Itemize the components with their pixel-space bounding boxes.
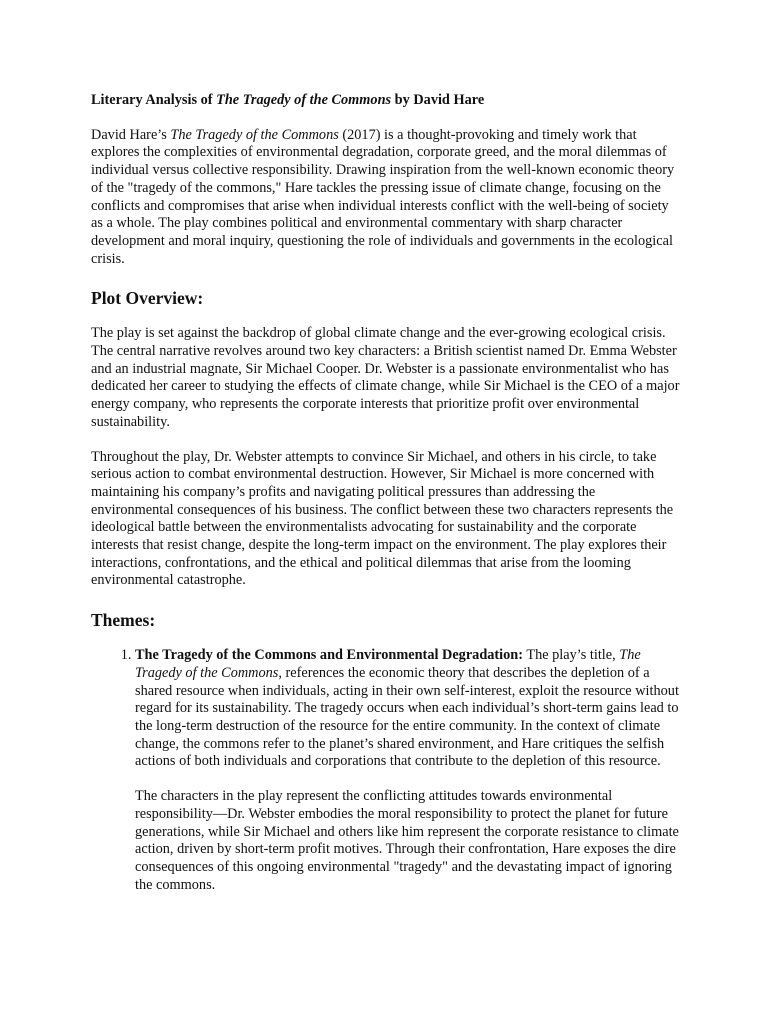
document-page xyxy=(91,92,681,911)
title-work: The Tragedy of the Commons xyxy=(216,92,392,108)
plot-paragraph-2: Throughout the play, Dr. Webster attempts to convince Sir Michael, and others in his circle, to take serious action to combat environmental destruction. However, Sir Michael is more concerned with maintaining his company’s profits and navigating political pressures than addressing the environmental consequences of his business. The conflict between these two characters represents the ideological battle between the environmentalists advocating for sustainability and the corporate interests that resist change, despite the long-term impact on the environment. The play explores their interactions, confrontations, and the ethical and political dilemmas that arise from the looming environmental catastrophe. xyxy=(91,448,674,589)
theme-item-text-after: , references the economic theory that describes the depletion of a shared resource when individuals, acting in their own self-interest, exploit the resource without regard for its sustainability. The tragedy occurs when each individual’s short-term gains lead to the long-term destruction of the resource for the entire community. In the context of climate change, the commons refer to the planet’s shared environment, and Hare critiques the selfish actions of both individuals and corporations that contribute to the depletion of this resource. xyxy=(135,664,679,770)
title-suffix: by David Hare xyxy=(391,92,485,108)
title-prefix: Literary Analysis of xyxy=(91,92,217,108)
plot-heading: Plot Overview: xyxy=(91,288,204,309)
theme-item-paragraph xyxy=(135,647,681,771)
theme-item xyxy=(135,647,681,894)
theme-item-label: The Tragedy of the Commons and Environmental Degradation: xyxy=(135,647,524,664)
themes-heading: Themes: xyxy=(91,610,156,631)
intro-lead: David Hare’s xyxy=(91,126,171,143)
intro-paragraph xyxy=(91,127,681,269)
theme-item-text-before: The play’s title, xyxy=(523,647,620,664)
theme-item-followup: The characters in the play represent the conflicting attitudes towards environmental responsibility—Dr. Webster embodies the moral responsibility to protect the planet for future generations, while Sir Michael and others like him represent the corporate resistance to climate action, driven by short-term profit motives. Through their confrontation, Hare exposes the dire consequences of this ongoing environmental "tragedy" and the devastating impact of ignoring the commons. xyxy=(135,788,679,893)
themes-list xyxy=(91,647,681,894)
document-title xyxy=(91,92,681,110)
plot-paragraph-1: The play is set against the backdrop of global climate change and the ever-growing ecological crisis. The central narrative revolves around two key characters: a British scientist named Dr. Emma Webster and an industrial magnate, Sir Michael Cooper. Dr. Webster is a passionate environmentalist who has dedicated her career to studying the effects of climate change, while Sir Michael is the CEO of a major energy company, who represents the corporate interests that prioritize profit over environmental sustainability. xyxy=(91,325,680,430)
intro-rest: (2017) is a thought-provoking and timely work that explores the complexities of environmental degradation, corporate greed, and the moral dilemmas of individual versus collective responsibility. Drawing inspiration from the well-known economic theory of the "tragedy of the commons," Hare tackles the pressing issue of climate change, focusing on the conflicts and compromises that arise when individual interests conflict with the well-being of society as a whole. The play combines political and environmental commentary with sharp character development and moral inquiry, questioning the role of individuals and governments in the ecological crisis. xyxy=(91,126,675,267)
theme-item-work: The Tragedy of the Commons xyxy=(135,647,641,681)
intro-work: The Tragedy of the Commons xyxy=(170,126,339,143)
